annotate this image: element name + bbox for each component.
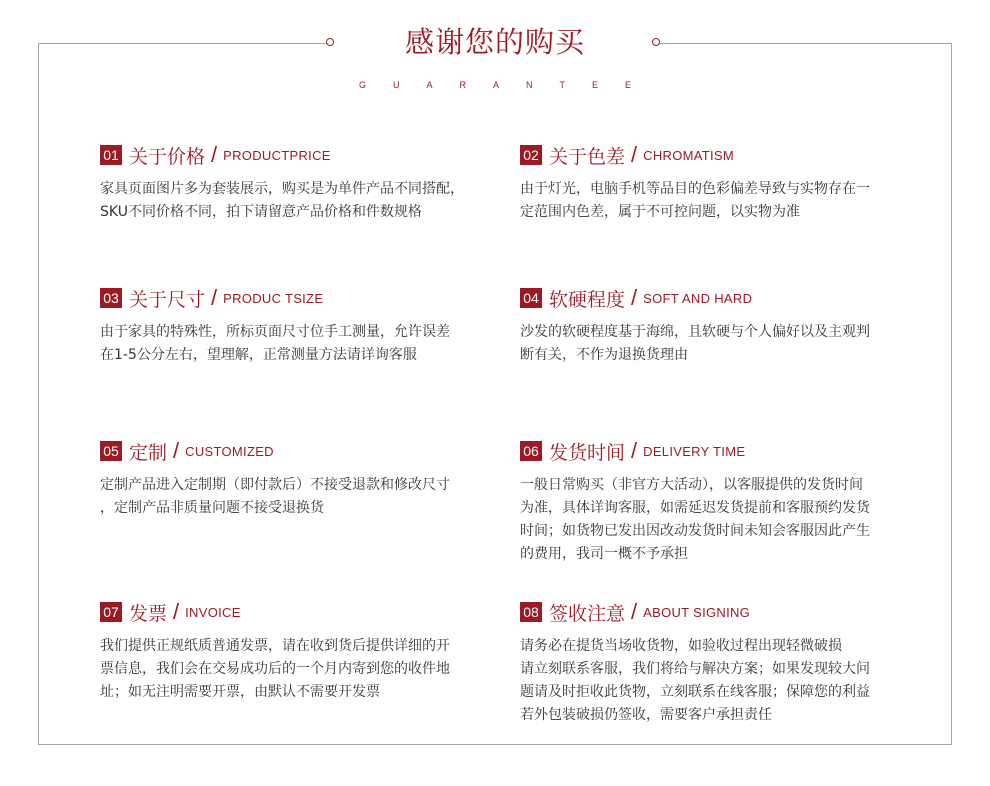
section-body (100, 321, 500, 367)
slash-divider: / (631, 599, 638, 624)
section-title: 定制 (129, 441, 168, 464)
section-title: 发货时间 (549, 441, 626, 464)
body-line: 家具页面图片多为套装展示，购买是为单件产品不同搭配， (100, 181, 464, 197)
section-title: 发票 (129, 602, 168, 625)
section-header (100, 598, 500, 626)
body-line: 沙发的软硬程度基于海绵，且软硬与个人偏好以及主观判 (520, 324, 870, 340)
body-line: 若外包装破损仍签收，需要客户承担责任 (520, 707, 772, 723)
section-header (520, 598, 920, 626)
section-body (520, 321, 920, 367)
section-english-title: PRODUCTPRICE (223, 147, 331, 163)
body-line: 票信息，我们会在交易成功后的一个月内寄到您的收件地 (100, 661, 450, 677)
slash-divider: / (211, 285, 218, 310)
section-header (520, 141, 920, 169)
section-invoice (100, 598, 500, 704)
section-size (100, 284, 500, 367)
slash-divider: / (631, 438, 638, 463)
slash-divider: / (631, 142, 638, 167)
section-english-title: CUSTOMIZED (185, 443, 274, 459)
section-english-title: SOFT AND HARD (643, 290, 753, 306)
section-english-title: DELIVERY TIME (643, 443, 746, 459)
page-subtitle: GUARANTEE (358, 80, 658, 90)
section-english-title: CHROMATISM (643, 147, 735, 163)
section-signing (520, 598, 920, 727)
body-line: 时间；如货物已发出因改动发货时间未知会客服因此产生 (520, 523, 870, 539)
body-line: 题请及时拒收此货物，立刻联系在线客服；保障您的利益 (520, 684, 870, 700)
section-number-badge: 07 (100, 602, 122, 622)
section-english-title: PRODUC TSIZE (223, 290, 324, 306)
section-english-title: INVOICE (185, 604, 241, 620)
section-price (100, 141, 500, 224)
section-title: 关于价格 (129, 145, 206, 168)
section-title: 签收注意 (549, 602, 626, 625)
section-header (100, 141, 500, 169)
body-line: 为准，具体详询客服，如需延迟发货提前和客服预约发货 (520, 500, 870, 516)
body-line: 的费用，我司一概不予承担 (520, 546, 688, 562)
section-header (100, 284, 500, 312)
section-body (520, 178, 920, 224)
section-customized (100, 437, 500, 520)
section-english-title: ABOUT SIGNING (643, 604, 751, 620)
body-line: 在1-5公分左右，望理解，正常测量方法请详询客服 (100, 347, 417, 363)
section-number-badge: 02 (520, 145, 542, 165)
slash-divider: / (211, 142, 218, 167)
section-title: 关于色差 (549, 145, 626, 168)
section-title: 关于尺寸 (129, 288, 206, 311)
section-body (520, 635, 920, 727)
section-header (520, 437, 920, 465)
section-body (100, 474, 500, 520)
body-line: 我们提供正规纸质普通发票，请在收到货后提供详细的开 (100, 638, 450, 654)
body-line: 址；如无注明需要开票，由默认不需要开发票 (100, 684, 380, 700)
section-title: 软硬程度 (549, 288, 626, 311)
body-line: 断有关，不作为退换货理由 (520, 347, 688, 363)
section-number-badge: 05 (100, 441, 122, 461)
section-number-badge: 01 (100, 145, 122, 165)
body-line: 由于家具的特殊性，所标页面尺寸位手工测量，允许误差 (100, 324, 450, 340)
body-line: 请务必在提货当场收货物，如验收过程出现轻微破损 (520, 638, 842, 654)
slash-divider: / (631, 285, 638, 310)
section-chromatism (520, 141, 920, 224)
section-number-badge: 08 (520, 602, 542, 622)
section-number-badge: 03 (100, 288, 122, 308)
section-delivery (520, 437, 920, 566)
section-body (520, 474, 920, 566)
section-header (520, 284, 920, 312)
body-line: 由于灯光，电脑手机等品目的色彩偏差导致与实物存在一 (520, 181, 870, 197)
body-line: ，定制产品非质量问题不接受退换货 (100, 500, 324, 516)
slash-divider: / (173, 599, 180, 624)
page-title: 感谢您的购买 (404, 25, 585, 59)
body-line: 请立刻联系客服，我们将给与解决方案；如果发现较大问 (520, 661, 870, 677)
body-line: 定制产品进入定制期（即付款后）不接受退款和修改尺寸 (100, 477, 450, 493)
section-number-badge: 04 (520, 288, 542, 308)
section-softness (520, 284, 920, 367)
section-header (100, 437, 500, 465)
slash-divider: / (173, 438, 180, 463)
section-body (100, 635, 500, 704)
section-number-badge: 06 (520, 441, 542, 461)
body-line: SKU不同价格不同，拍下请留意产品价格和件数规格 (100, 204, 422, 220)
section-body (100, 178, 500, 224)
body-line: 定范围内色差，属于不可控问题，以实物为准 (520, 204, 800, 220)
body-line: 一般日常购买（非官方大活动），以客服提供的发货时间 (520, 477, 863, 493)
